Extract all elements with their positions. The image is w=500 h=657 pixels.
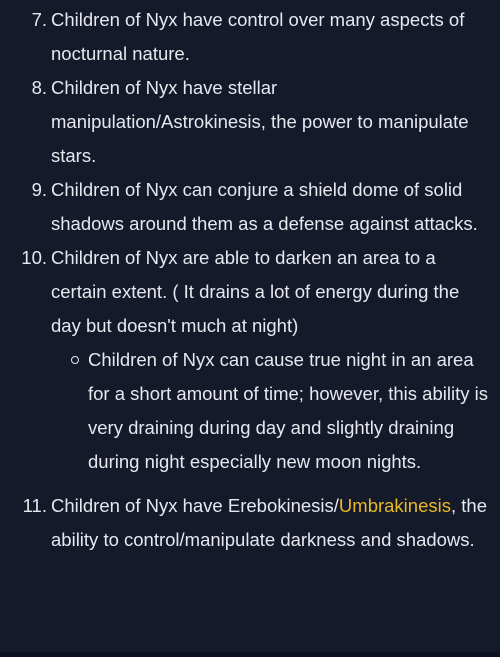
list-number: 10.: [21, 247, 47, 268]
list-item: [0, 241, 500, 479]
list-number: 9.: [31, 179, 47, 200]
abilities-list: [0, 3, 500, 557]
list-item: [0, 489, 500, 557]
sub-list-item: [51, 343, 488, 479]
list-number: 8.: [31, 77, 47, 98]
list-item-text-before: Children of Nyx have Erebokinesis/: [51, 495, 339, 516]
list-item-text: Children of Nyx have stellar manipulation/Astrokinesis, the power to manipulate stars.: [51, 77, 469, 166]
list-item-text-after: , the ability to control/manipulate darkness and shadows.: [51, 495, 487, 550]
list-item: [0, 3, 500, 71]
list-item: [0, 173, 500, 241]
list-number: 11.: [22, 495, 47, 516]
list-item-text: Children of Nyx can conjure a shield dome of solid shadows around them as a defense against attacks.: [51, 179, 478, 234]
umbrakinesis-link[interactable]: Umbrakinesis: [338, 495, 451, 516]
sub-list: [51, 343, 488, 479]
hollow-bullet-icon: [71, 356, 79, 364]
list-number: 7.: [31, 9, 47, 30]
bottom-divider: [0, 652, 500, 657]
list-item-text: Children of Nyx have control over many aspects of nocturnal nature.: [51, 9, 465, 64]
sub-list-item-text: Children of Nyx can cause true night in an area for a short amount of time; however, this ability is very draining during day and slightly draining during night especially new moon nights.: [88, 349, 488, 472]
list-item: [0, 71, 500, 173]
list-item-text: Children of Nyx are able to darken an area to a certain extent. ( It drains a lot of energy during the day but doesn't much at night): [51, 247, 460, 336]
